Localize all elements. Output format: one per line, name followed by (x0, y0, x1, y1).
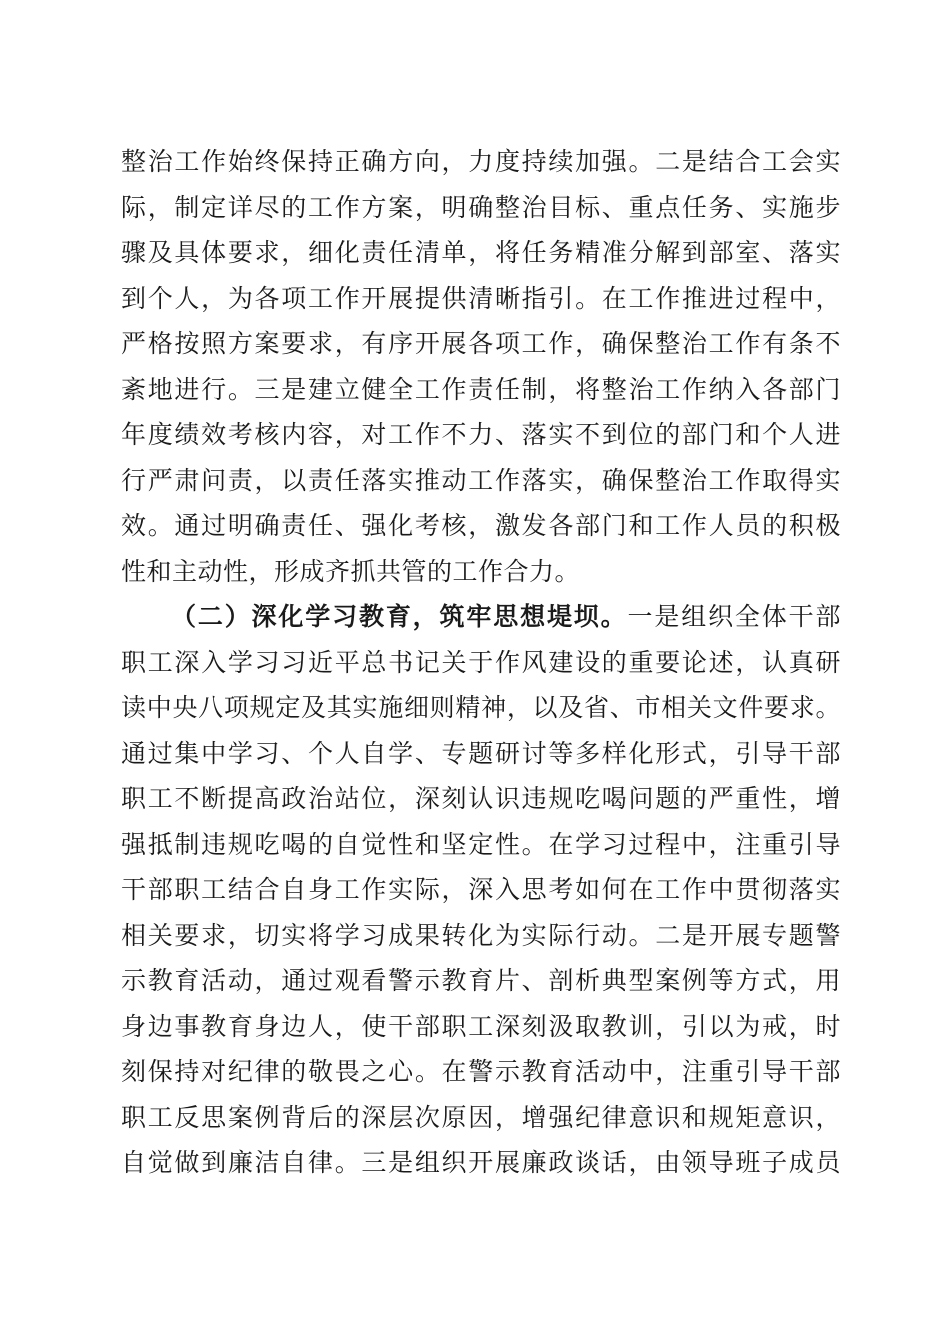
text-line: 年度绩效考核内容，对工作不力、落实不到位的部门和个人进 (121, 420, 841, 449)
paragraph-2 (121, 594, 841, 1186)
text-line: 职工深入学习习近平总书记关于作风建设的重要论述，认真研 (121, 647, 841, 677)
text-line: 严格按照方案要求，有序开展各项工作，确保整治工作有条不 (121, 329, 841, 358)
text-line: 强抵制违规吃喝的自觉性和坚定性。在学习过程中，注重引导 (121, 829, 841, 859)
text-line: 紊地进行。三是建立健全工作责任制，将整治工作纳入各部门 (121, 374, 841, 404)
paragraph-1 (121, 139, 841, 594)
text-line: 职工不断提高政治站位，深刻认识违规吃喝问题的严重性，增 (121, 784, 841, 813)
text-line: 读中央八项规定及其实施细则精神，以及省、市相关文件要求。 (121, 693, 841, 722)
text-line: 效。通过明确责任、强化考核，激发各部门和工作人员的积极 (121, 511, 841, 540)
text-line: 身边事教育身边人，使干部职工深刻汲取教训，引以为戒，时 (121, 1011, 841, 1041)
section-heading-line (121, 594, 841, 640)
text-line: 骤及具体要求，细化责任清单，将任务精准分解到部室、落实 (121, 238, 841, 267)
text-line: 到个人，为各项工作开展提供清晰指引。在工作推进过程中， (121, 283, 841, 313)
text-line: 职工反思案例背后的深层次原因，增强纪律意识和规矩意识， (121, 1102, 841, 1132)
text-line: 行严肃问责，以责任落实推动工作落实，确保整治工作取得实 (121, 465, 841, 495)
document-body (121, 139, 841, 1186)
section-heading: （二）深化学习教育，筑牢思想堤坝。 (171, 602, 628, 631)
text-line: 干部职工结合自身工作实际，深入思考如何在工作中贯彻落实 (121, 875, 841, 904)
text-line: 通过集中学习、个人自学、专题研讨等多样化形式，引导干部 (121, 738, 841, 768)
text-line: 整治工作始终保持正确方向，力度持续加强。二是结合工会实 (121, 147, 841, 176)
text-line: 刻保持对纪律的敬畏之心。在警示教育活动中，注重引导干部 (121, 1057, 841, 1086)
text-line: 性和主动性，形成齐抓共管的工作合力。 (121, 556, 581, 586)
text-line: 相关要求，切实将学习成果转化为实际行动。二是开展专题警 (121, 920, 841, 950)
text-line: 自觉做到廉洁自律。三是组织开展廉政谈话，由领导班子成员 (121, 1148, 841, 1177)
heading-line-text: 一是组织全体干部 (627, 602, 841, 631)
text-line: 示教育活动，通过观看警示教育片、剖析典型案例等方式，用 (121, 966, 841, 995)
text-line: 际，制定详尽的工作方案，明确整治目标、重点任务、实施步 (121, 192, 841, 222)
